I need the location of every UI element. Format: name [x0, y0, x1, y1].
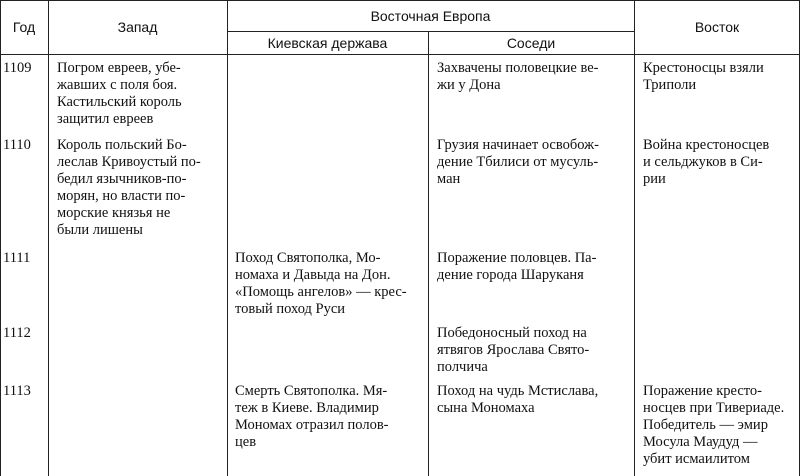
- row-neighbors-cell: Захвачены половецкие ве- жи у Дона: [437, 60, 599, 93]
- row-year: 1109: [3, 60, 32, 76]
- header-neighbors: Соседи: [506, 35, 556, 51]
- column-divider-kievan: [428, 31, 429, 476]
- row-neighbors-cell: Грузия начинает освобож- дение Тбилиси от мусуль- ман: [437, 137, 599, 187]
- row-neighbors-cell: Поражение половцев. Па- дение города Шаруканя: [437, 250, 597, 283]
- row-east-cell: Поражение кресто- носцев при Тивериаде. Победитель — эмир Мосула Маудуд — убит исмаилитом: [643, 383, 785, 467]
- table-top-border: [0, 0, 800, 1]
- header-east-europe: Восточная Европа: [370, 8, 491, 24]
- header-year: Год: [12, 19, 36, 35]
- east-europe-divider: [227, 31, 634, 32]
- column-divider-year: [48, 0, 49, 476]
- row-year: 1110: [3, 137, 31, 153]
- header-east: Восток: [694, 19, 740, 35]
- header-bottom-border: [0, 54, 800, 55]
- row-year: 1113: [3, 383, 31, 399]
- row-east-cell: Война крестоносцев и сельджуков в Си- рии: [643, 137, 770, 187]
- row-neighbors-cell: Поход на чудь Мстислава, сына Мономаха: [437, 383, 599, 416]
- row-year: 1111: [3, 250, 31, 266]
- row-east-cell: Крестоносцы взяли Триполи: [643, 60, 764, 93]
- header-kievan-state: Киевская держава: [267, 35, 388, 51]
- column-divider-neighbors: [634, 0, 635, 476]
- row-neighbors-cell: Победоносный поход на ятвягов Ярослава Свято- полчича: [437, 325, 590, 375]
- header-west: Запад: [117, 19, 158, 35]
- row-west-cell: Погром евреев, убе- жавших с поля боя. Кастильский король защитил евреев: [57, 60, 182, 127]
- row-west-cell: Король польский Бо- леслав Кривоустый по- бедил язычников-по- морян, но власти по- морские князья не были лишены: [57, 137, 201, 238]
- table-left-border: [0, 0, 1, 476]
- row-year: 1112: [3, 325, 31, 341]
- row-kievan-cell: Поход Святополка, Мо- номаха и Давыда на Дон. «Помощь ангелов» — крес- товый поход Руси: [235, 250, 407, 317]
- column-divider-west: [227, 0, 228, 476]
- row-kievan-cell: Смерть Святополка. Мя- теж в Киеве. Владимир Мономах отразил полов- цев: [235, 383, 389, 450]
